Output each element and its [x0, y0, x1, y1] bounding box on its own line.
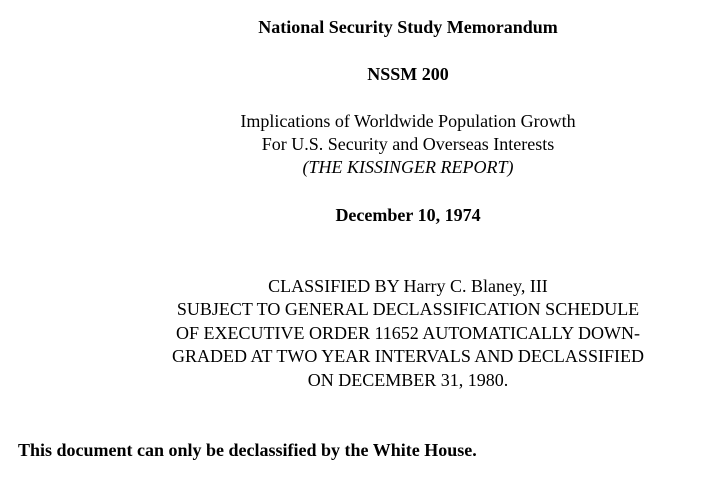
classification-line-4: GRADED AT TWO YEAR INTERVALS AND DECLASSIFIED: [172, 346, 644, 367]
memorandum-heading: National Security Study Memorandum: [258, 17, 558, 37]
declassification-note: This document can only be declassified by the White House.: [18, 440, 477, 460]
classification-line-3: OF EXECUTIVE ORDER 11652 AUTOMATICALLY DOWN-: [175, 322, 640, 343]
memorandum-date: December 10, 1974: [335, 205, 481, 225]
classification-line-2: SUBJECT TO GENERAL DECLASSIFICATION SCHEDULE: [176, 299, 640, 320]
classification-line-1: CLASSIFIED BY Harry C. Blaney, III: [268, 276, 548, 296]
memorandum-number: NSSM 200: [367, 64, 449, 84]
report-subtitle: (THE KISSINGER REPORT): [302, 157, 514, 177]
classification-line-5: ON DECEMBER 31, 1980.: [307, 369, 509, 390]
subject-line-2: For U.S. Security and Overseas Interests: [261, 134, 555, 154]
subject-line-1: Implications of Worldwide Population Growth: [240, 111, 576, 131]
